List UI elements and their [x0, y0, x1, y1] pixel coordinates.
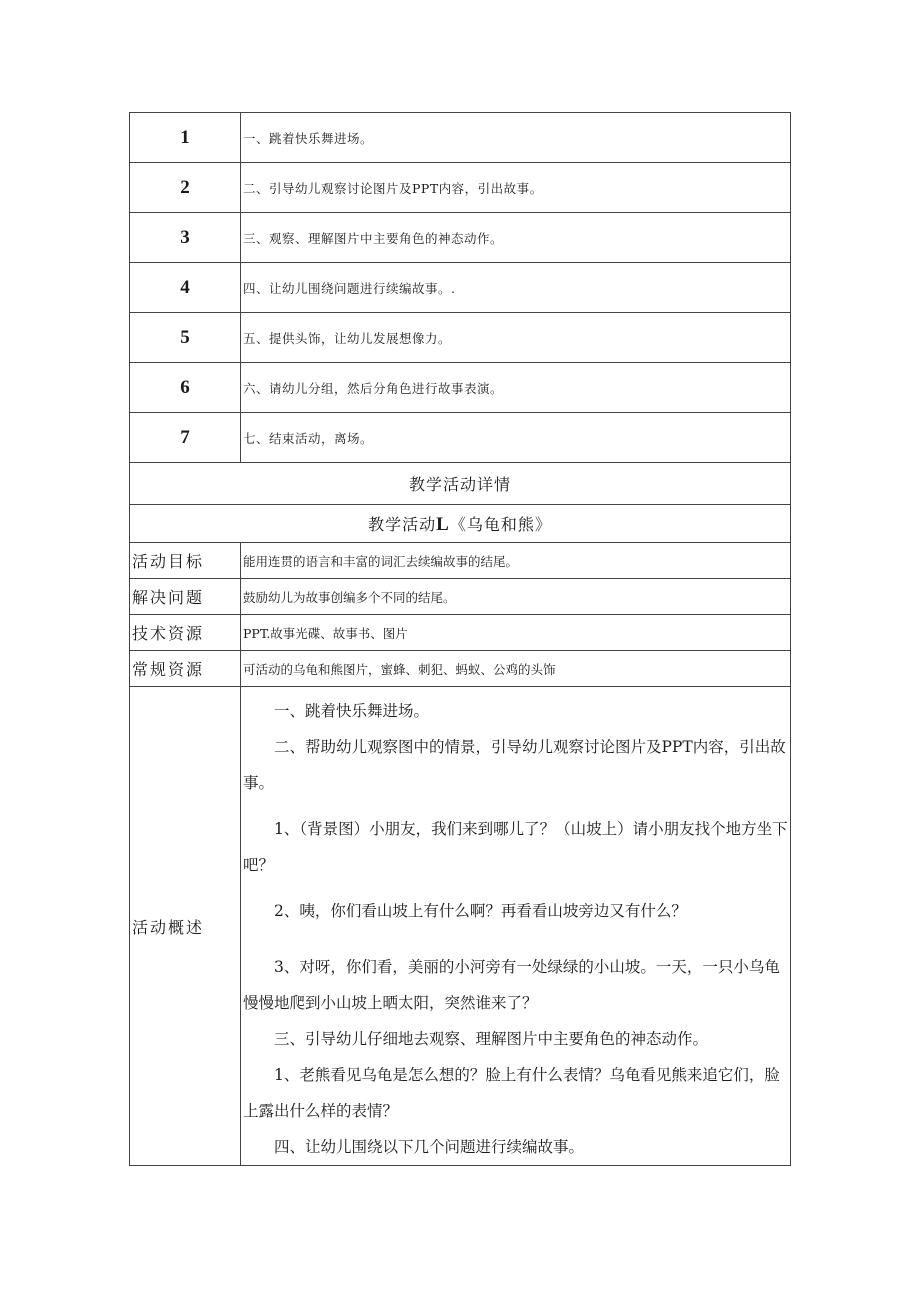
step-number: 4	[130, 263, 241, 313]
info-row-goal	[130, 543, 791, 579]
step-row	[130, 113, 791, 163]
overview-label: 活动概述	[130, 687, 241, 1166]
step-text: 一、跳着快乐舞进场。	[241, 113, 791, 163]
info-row-problem	[130, 579, 791, 615]
overview-paragraph: 二、帮助幼儿观察图中的情景，引导幼儿观察讨论图片及PPT内容，引出故事。	[243, 738, 786, 792]
details-heading-row	[130, 463, 791, 505]
info-value: PPT.故事光碟、故事书、图片	[241, 615, 791, 651]
step-number: 3	[130, 213, 241, 263]
overview-paragraph: 2、咦，你们看山坡上有什么啊？再看看山坡旁边又有什么？	[274, 902, 687, 920]
step-text: 七、结束活动，离场。	[241, 413, 791, 463]
step-number: 2	[130, 163, 241, 213]
overview-row	[130, 687, 791, 1166]
activity-title-row	[130, 505, 791, 543]
info-value: 能用连贯的语言和丰富的词汇去续编故事的结尾。	[241, 543, 791, 579]
overview-paragraph: 三、引导幼儿仔细地去观察、理解图片中主要角色的神态动作。	[274, 1030, 709, 1048]
activity-title-prefix: 教学活动	[368, 514, 437, 534]
step-row	[130, 263, 791, 313]
activity-title-name: 《乌龟和熊》	[449, 514, 552, 534]
overview-paragraph: 1、（背景图）小朋友，我们来到哪儿了？（山坡上）请小朋友找个地方坐下吧？	[243, 820, 788, 874]
activity-title-number: L	[436, 513, 450, 535]
info-label: 常规资源	[130, 651, 241, 687]
overview-paragraph: 3、对呀，你们看，美丽的小河旁有一处绿绿的小山坡。一天，一只小乌龟慢慢地爬到小山坡上晒太阳，突然谁来了？	[243, 958, 780, 1012]
info-row-tech	[130, 615, 791, 651]
step-text: 二、引导幼儿观察讨论图片及PPT内容，引出故事。	[241, 163, 791, 213]
activity-title	[130, 505, 791, 543]
step-row	[130, 163, 791, 213]
overview-paragraph: 一、跳着快乐舞进场。	[274, 702, 430, 720]
step-row	[130, 363, 791, 413]
overview-body	[241, 687, 791, 1166]
details-heading: 教学活动详情	[130, 463, 791, 505]
step-text: 六、请幼儿分组，然后分角色进行故事表演。	[241, 363, 791, 413]
info-value: 可活动的乌龟和熊图片，蜜蜂、刺犯、蚂蚁、公鸡的头饰	[241, 651, 791, 687]
step-row	[130, 213, 791, 263]
overview-paragraph: 四、让幼儿围绕以下几个问题进行续编故事。	[274, 1138, 585, 1156]
step-number: 7	[130, 413, 241, 463]
step-text: 三、观察、理解图片中主要角色的神态动作。	[241, 213, 791, 263]
info-label: 解决问题	[130, 579, 241, 615]
lesson-plan-table	[129, 112, 791, 1166]
step-number: 6	[130, 363, 241, 413]
step-text: 四、让幼儿围绕问题进行续编故事。.	[241, 263, 791, 313]
overview-paragraph: 1、老熊看见乌龟是怎么想的？脸上有什么表情？乌龟看见熊来追它们，脸上露出什么样的表情？	[243, 1066, 780, 1120]
step-number: 1	[130, 113, 241, 163]
info-row-resources	[130, 651, 791, 687]
step-text: 五、提供头饰，让幼儿发展想像力。	[241, 313, 791, 363]
step-row	[130, 313, 791, 363]
info-label: 活动目标	[130, 543, 241, 579]
step-row	[130, 413, 791, 463]
info-label: 技术资源	[130, 615, 241, 651]
step-number: 5	[130, 313, 241, 363]
info-value: 鼓励幼儿为故事创编多个不同的结尾。	[241, 579, 791, 615]
